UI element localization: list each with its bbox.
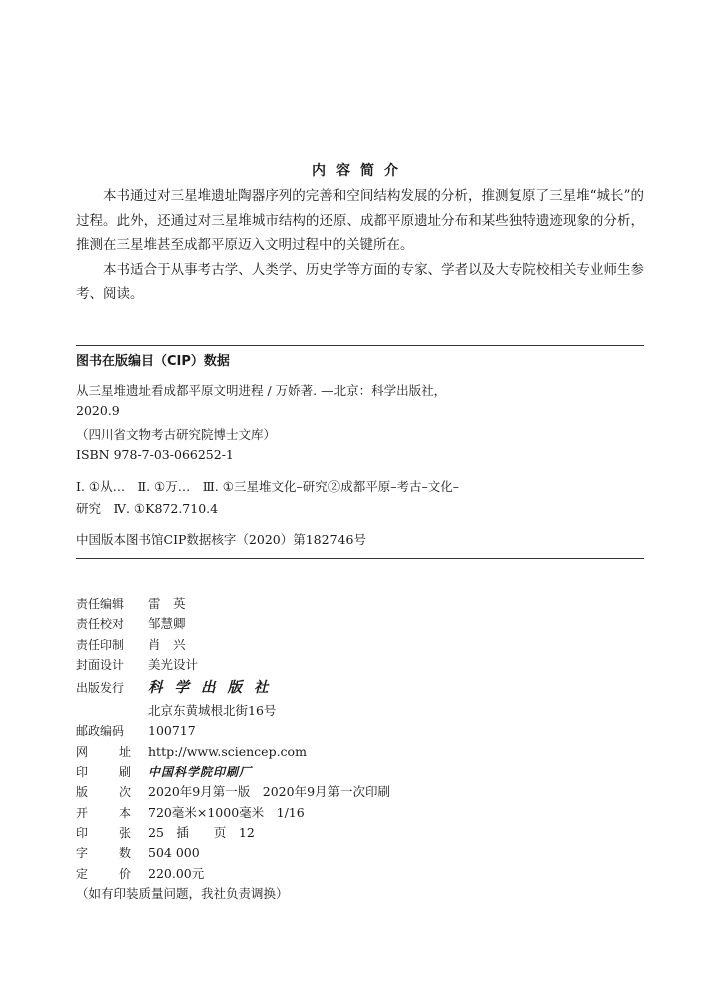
website-link[interactable]: http://www.sciencep.com <box>148 743 307 759</box>
imprint-label: 责任校对 <box>76 617 125 632</box>
imprint-label: 开 本 <box>76 805 131 820</box>
imprint-value: 720毫米×1000毫米 1/16 <box>148 804 305 820</box>
imprint-label: 版 次 <box>76 785 131 800</box>
imprint-label: 责任印制 <box>76 637 125 652</box>
imprint-label: 封面设计 <box>76 657 125 672</box>
imprint-label: 出版发行 <box>76 681 125 696</box>
cip-series-line: （四川省文物考古研究院博士文库） <box>76 427 277 442</box>
imprint-row-editor <box>76 594 644 614</box>
imprint-label: 印 刷 <box>76 765 131 780</box>
imprint-row-edition <box>76 782 644 802</box>
publisher-logo-text: 科学出版社 <box>148 679 281 697</box>
cip-subject-line: Ⅰ. ①从… Ⅱ. ①万… Ⅲ. ①三星堆文化–研究②成都平原–考古–文化– <box>76 479 459 494</box>
imprint-value: 100717 <box>148 723 196 739</box>
cip-bottom-rule <box>76 558 644 559</box>
imprint-value: 邹慧卿 <box>148 616 186 632</box>
imprint-row-website <box>76 742 644 762</box>
imprint-value: 25 插 页 12 <box>148 824 255 840</box>
imprint-row-proofreader <box>76 614 644 634</box>
imprint-row-word-count <box>76 843 644 863</box>
publisher-address: 北京东黄城根北街16号 <box>148 703 277 719</box>
imprint-value: 504 000 <box>148 845 200 861</box>
cip-title-line: 从三星堆遗址看成都平原文明进程 / 万娇著. —北京：科学出版社， <box>76 383 447 398</box>
imprint-label: 定 价 <box>76 866 131 881</box>
printer-logo-text: 中国科学院印刷厂 <box>148 765 253 780</box>
imprint-label: 字 数 <box>76 846 131 861</box>
cip-heading: 图书在版编目（CIP）数据 <box>76 354 230 369</box>
imprint-label: 责任编辑 <box>76 597 125 611</box>
imprint-block <box>76 594 644 904</box>
imprint-value: 220.00元 <box>148 865 205 881</box>
cip-isbn-line: ISBN 978-7-03-066252-1 <box>76 447 234 462</box>
quality-note: （如有印装质量问题，我社负责调换） <box>76 885 289 901</box>
cip-year-line: 2020.9 <box>76 403 120 418</box>
summary-body <box>76 184 644 307</box>
imprint-value: 2020年9月第一版 2020年9月第一次印刷 <box>148 784 391 800</box>
imprint-label: 邮政编码 <box>76 724 125 739</box>
imprint-row-format <box>76 803 644 823</box>
imprint-row-price <box>76 864 644 884</box>
summary-paragraph-1: 本书通过对三星堆遗址陶器序列的完善和空间结构发展的分析，推测复原了三星堆“城长”的过程。此外，还通过对三星堆城市结构的还原、成都平原遗址分布和某些独特遗迹现象的分析，推测在三星堆甚至成都平原迈入文明过程中的关键所在。 <box>76 188 644 254</box>
imprint-row-postcode <box>76 721 644 741</box>
imprint-label: 网 址 <box>76 744 131 759</box>
summary-title: 内容简介 <box>312 163 408 179</box>
summary-paragraph-2: 本书适合于从事考古学、人类学、历史学等方面的专家、学者以及大专院校相关专业师生参考、阅读。 <box>76 261 644 303</box>
cip-top-rule <box>76 345 644 346</box>
imprint-row-printer <box>76 762 644 782</box>
cip-classification-line: 研究 Ⅳ. ①K872.710.4 <box>76 501 219 516</box>
cip-record-number: 中国版本图书馆CIP数据核字（2020）第182746号 <box>76 532 366 547</box>
imprint-label: 印 张 <box>76 825 131 840</box>
imprint-row-address <box>76 701 644 721</box>
imprint-row-cover-design <box>76 655 644 675</box>
imprint-row-sheets <box>76 823 644 843</box>
imprint-value: 雷 英 <box>148 596 186 611</box>
imprint-row-publisher <box>76 675 644 701</box>
imprint-value: 美光设计 <box>148 656 199 672</box>
imprint-row-printing-supervisor <box>76 635 644 655</box>
imprint-value: 肖 兴 <box>148 636 186 652</box>
